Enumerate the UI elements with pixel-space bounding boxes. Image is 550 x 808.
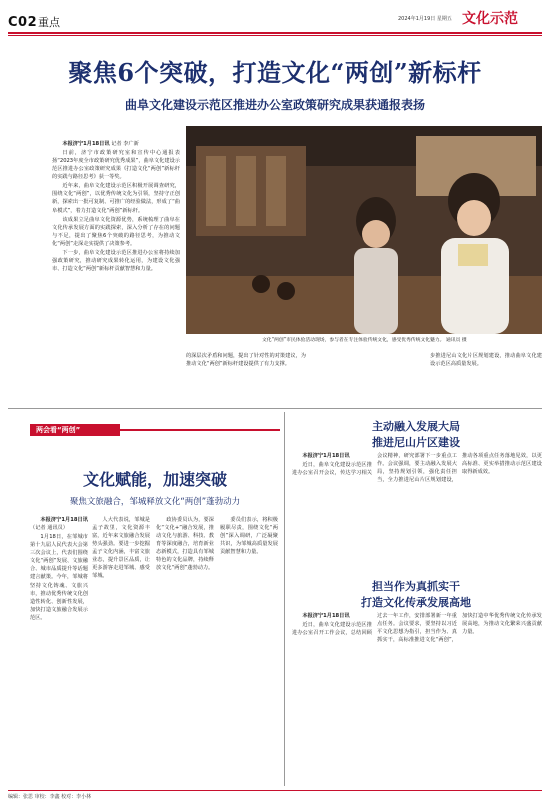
main-paragraph: 步推进尼山文化片区规划建设，推动曲阜文化建设示范区高质量发展。 [430,353,542,368]
photo-caption: 文化“两创”市民体验活动现场，参与者在专注体验传统文化，感受优秀传统文化魅力。 通讯员 摄 [262,338,467,343]
article1-title-line2: 推进尼山片区建设 [372,436,460,449]
issue-date: 2024年1月19日 星期五 [398,16,452,22]
banner-rule [120,429,280,431]
main-article-left-column [52,140,180,380]
section-name: 重点 [38,16,60,29]
footer-rule [8,790,542,791]
article-paragraph: 近日，曲阜文化建设示范区推进办公室召开会议，传达学习相关会议精神，研究部署下一步重点工作。会议强调，要主动融入发展大局，坚持规划引领，强化责任担当，全力推进尼山片区规划建设，推动各项重点任务落地见效，以更高标准、更实举措推动示范区建设取得新成效。 [292,453,542,484]
lower-left-column-1 [30,516,88,786]
main-article-continuation-right [430,352,542,392]
article2-title-line2: 打造文化传承发展高地 [361,596,471,609]
main-byline: 本报济宁1月18日讯 [62,141,110,147]
section-divider [8,408,542,409]
masthead-logo: 文化示范 [462,11,518,27]
editor-credits: 编辑：张思 审校：李鑫 校对：李小林 [8,794,92,800]
main-headline: 聚焦6个突破，打造文化“两创”新标杆 [68,58,482,87]
article-paragraph: 1月18日，在邹城市第十九届人民代表大会第三次会议上，代表们围绕文化“两创”发展、文旅融合、城市品质提升等话题建言献策。今年，邹城将坚持文化铸魂、文旅兴市，推动优秀传统文化创造性转化、创新性发展，加快打造文旅融合发展示范区。 [30,534,88,621]
lower-left-title: 文化赋能，加速突破 [82,470,227,489]
main-byline-tail: 记者 李广新 [111,141,139,147]
column-banner: 两会看“两创” [30,424,120,436]
article-paragraph: 政协委员认为，要深化“文化+”融合发展，推动文化与旅游、科技、教育等深度融合，培育新业态新模式，打造具有邹城特色的文化品牌，持续释放文化“两创”蓬勃动力。 [156,517,214,572]
page-code: C02 [8,15,38,30]
main-paragraph: 下一步，曲阜文化建设示范区推进办公室将持续加强政策研究，推动研究成果转化运用，为建设文化强市、打造文化“两创”新标杆贡献智慧和力量。 [52,249,180,272]
main-article-continuation-left [186,352,306,392]
main-paragraph: 该成果立足曲阜文化资源优势，系统梳理了曲阜在文化传承发展方面的实践探索，深入分析了存在的问题与不足，提出了聚焦6个突破的路径思考，为推动文化“两创”走深走实提供了决策参考。 [52,216,180,247]
lower-left-column-2 [92,516,150,786]
lower-left-byline: 本报济宁1月18日讯 [40,517,88,523]
lower-left-subtitle: 聚焦文旅融合，邹城释放文化“两创”蓬勃动力 [69,497,241,507]
column-divider [284,412,285,786]
header-rule [8,32,542,34]
main-paragraph: 的深层次矛盾和问题，提出了针对性的对策建议，为推动文化“两创”新标杆建设提供了有力支撑。 [186,353,306,368]
article2-byline: 本报济宁1月18日讯 [302,613,350,619]
article-paragraph: 近日，曲阜文化建设示范区推进办公室召开工作会议，总结回顾过去一年工作，安排部署新一年重点任务。会议要求，要坚持以习近平文化思想为指引，担当作为、真抓实干，高标准推进文化“两创”，加快打造中华优秀传统文化传承发展高地，为推动文化繁荣兴盛贡献力量。 [292,613,542,644]
article1-body [292,452,542,570]
article2-title-line1: 担当作为真抓实干 [372,580,460,593]
article-paragraph: 委员们表示，将积极履职尽责，围绕文化“两创”深入调研，广泛凝聚共识，为邹城高质量发展贡献智慧和力量。 [220,517,278,556]
article1-byline: 本报济宁1月18日讯 [302,453,350,459]
article1-title-line1: 主动融入发展大局 [372,420,460,433]
photo-illustration [186,126,542,334]
lower-left-column-3 [156,516,214,786]
news-photo [186,126,542,334]
lower-left-column-4 [220,516,278,786]
main-paragraph: 近年来，曲阜文化建设示范区积极开展调查研究，围绕文化“两创”，以优秀传统文化为引领，坚持守正创新，探索出一批可复制、可推广的经验做法，形成了“曲阜模式”，着力打造文化“两创”新标杆。 [52,183,180,214]
main-paragraph: 日前，济宁市政策研究室和宣传中心通报表扬“2023年度全市政策研究优秀成果”，曲阜文化建设示范区推进办公室政策研究成果《打造文化“两创”新标杆的实践与路径思考》获一等奖。 [52,150,180,181]
lower-left-byline-tail: （记者 通讯员） [30,525,68,532]
article2-body [292,612,542,784]
article-paragraph: 人大代表说，邹城是孟子故里，文化资源丰富，近年来文旅融合发展势头强劲。要进一步挖掘孟子文化内涵，丰富文旅业态，提升景区品质，让更多游客走进邹城、感受邹城。 [92,517,150,580]
header-rule-thin [8,35,542,36]
main-subheadline: 曲阜文化建设示范区推进办公室政策研究成果获通报表扬 [124,98,425,112]
